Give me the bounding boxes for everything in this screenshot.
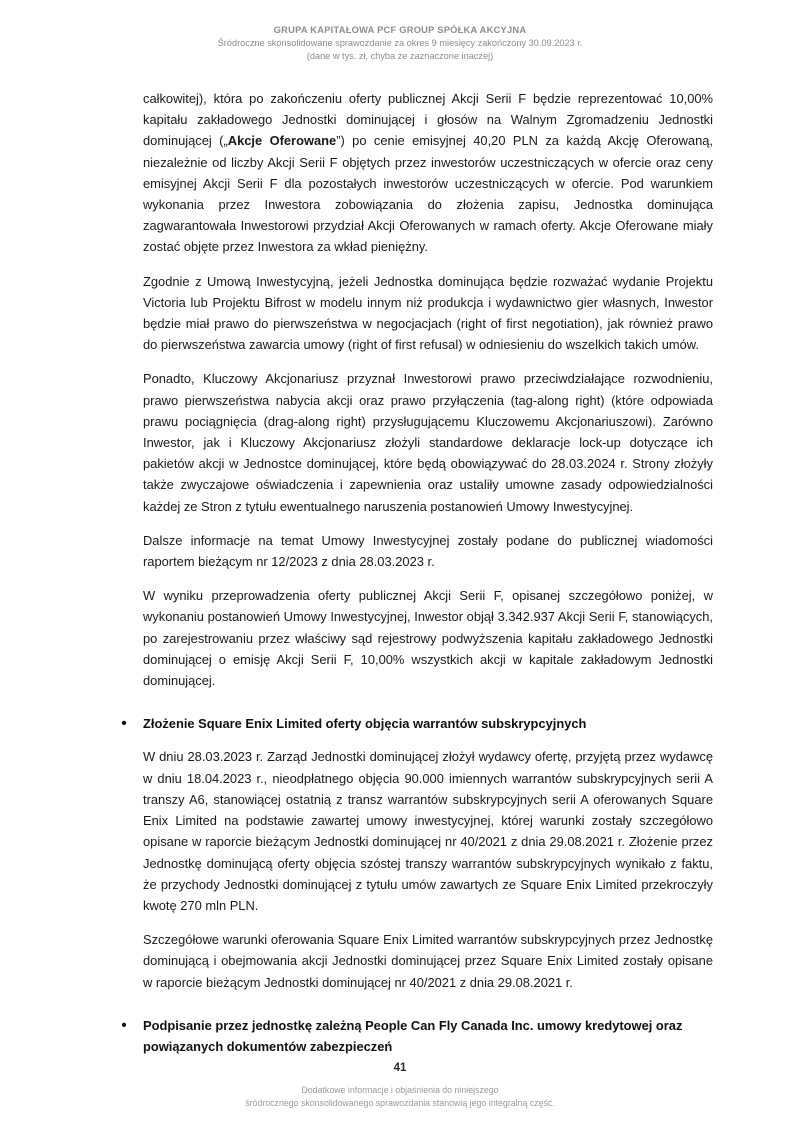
paragraph-1-part-b: ”) po cenie emisyjnej 40,20 PLN za każdą Akcję Oferowaną, niezależnie od liczby Akcji Serii F objętych przez inwestorów uczestniczących w ofercie oraz ceny emisyjnej Akcji Serii F dla pozostałych inwestorów uczestniczących w ofercie. Pod warunkiem wykonania przez Inwestora zobowiązania do złożenia zapisu, Jednostka dominująca zagwarantowała Inwestorowi przydział Akcji Oferowanych w ramach oferty. Akcje Oferowane miały zostać objęte przez Inwestora za wkład pieniężny. [143, 133, 713, 255]
bullet-heading-pcf-canada [121, 1015, 713, 1057]
paragraph-anti-dilution-tag-along: Ponadto, Kluczowy Akcjonariusz przyznał Inwestorowi prawo przeciwdziałające rozwodnieniu, prawo pierwszeństwa nabycia akcji oraz prawo przyłączenia (tag-along right) (które odpowiada prawu pociągnięcia (drag-along right) przysługującemu Kluczowemu Akcjonariuszowi). Zarówno Inwestor, jak i Kluczowy Akcjonariusz złożyli standardowe deklaracje lock-up dotyczące ich pakietów akcji w Jednostce dominującej, które będą obowiązywać do 28.03.2024 r. Strony złożyły także zwyczajowe oświadczenia i zapewnienia oraz ustaliły umowne zasady odpowiedzialności każdej ze Stron z tytułu ewentualnego naruszenia postanowień Umowy Inwestycyjnej. [143, 371, 713, 514]
document-footer [0, 1084, 800, 1109]
footer-note-line-2: śródrocznego skonsolidowanego sprawozdania stanowią jego integralną część. [245, 1097, 555, 1108]
header-company-name: GRUPA KAPITAŁOWA PCF GROUP SPÓŁKA AKCYJNA [273, 25, 527, 35]
bullet-heading-square-enix [121, 713, 713, 734]
paragraph-square-enix-warrant-offer: W dniu 28.03.2023 r. Zarząd Jednostki dominującej złożył wydawcy ofertę, przyjętą przez wydawcę w dniu 18.04.2023 r., nieodpłatnego objęcia 90.000 imiennych warrantów subskrypcyjnych serii A transzy A6, stanowiącej ostatnią z transz warrantów subskrypcyjnych serii A oferowanych Square Enix Limited na podstawie zawartej umowy inwestycyjnej, której warunki zostały szczegółowo opisane w raporcie bieżącym Jednostki dominującej nr 40/2021 z dnia 29.08.2021 r. Złożenie przez Jednostkę dominującą oferty objęcia szóstej transzy warrantów subskrypcyjnych wynikało z faktu, że przychody Jednostki dominującej z tytułu umów zawartych ze Square Enix Limited przekroczyły kwotę 270 mln PLN. [143, 749, 713, 913]
paragraph-square-enix-terms-report: Szczegółowe warunki oferowania Square Enix Limited warrantów subskrypcyjnych przez Jednostkę dominującą i obejmowania akcji Jednostki dominującej przez Square Enix Limited zostały opisane w raporcie bieżącym Jednostki dominującej nr 40/2021 z dnia 29.08.2021 r. [143, 932, 713, 990]
bullet-marker-icon: • [121, 1016, 127, 1034]
paragraph-current-report-12-2023: Dalsze informacje na temat Umowy Inwestycyjnej zostały podane do publicznej wiadomości raportem bieżącym nr 12/2023 z dnia 28.03.2023 r. [143, 532, 713, 570]
bullet-section-square-enix-warrants [121, 713, 713, 734]
footer-note-line-1: Dodatkowe informacje i objaśnienia do niniejszego [301, 1085, 499, 1095]
paragraph-investment-agreement-rights: Zgodnie z Umową Inwestycyjną, jeżeli Jednostka dominująca będzie rozważać wydanie Projektu Victoria lub Projektu Bifrost w modelu innym niż produkcja i wydawnictwo gier własnych, Inwestor będzie miał prawo do pierwszeństwa w negocjacjach (right of first negotiation), jak również prawo do pierwszeństwa zawarcia umowy (right of first refusal) w odniesieniu do wszelkich takich umów. [143, 273, 713, 353]
header-statement-title: Śródroczne skonsolidowane sprawozdanie za okres 9 miesięcy zakończony 30.09.2023 r. [217, 38, 583, 48]
bullet-section-pcf-canada-credit-agreement [121, 1015, 713, 1057]
document-header [0, 24, 800, 63]
bullet-marker-icon: • [121, 715, 127, 733]
bullet-heading-text: Złożenie Square Enix Limited oferty objęcia warrantów subskrypcyjnych [143, 716, 587, 732]
paragraph-1-part-a: całkowitej), która po zakończeniu oferty publicznej Akcji Serii F będzie reprezentować 10,00% kapitału zakładowego Jednostki dominującej i głosów na Walnym Zgromadzeniu Jednostki dominującej („ [143, 91, 713, 149]
document-body [121, 88, 713, 1069]
term-akcje-oferowane: Akcje Oferowane [227, 133, 337, 149]
paragraph-continuation-shares [143, 88, 713, 258]
paragraph-series-f-subscription-result: W wyniku przeprowadzenia oferty publicznej Akcji Serii F, opisanej szczegółowo poniżej, w wykonaniu postanowień Umowy Inwestycyjnej, Inwestor objął 3.342.937 Akcji Serii F, stanowiących, po zarejestrowaniu przez właściwy sąd rejestrowy podwyższenia kapitału zakładowego Jednostki dominującej o emisję Akcji Serii F, 10,00% wszystkich akcji w kapitale zakładowym Jednostki dominującej. [143, 588, 713, 689]
header-units-note: (dane w tys. zł, chyba że zaznaczone inaczej) [306, 51, 494, 61]
bullet-heading-text: Podpisanie przez jednostkę zależną People Can Fly Canada Inc. umowy kredytowej oraz powiązanych dokumentów zabezpieczeń [143, 1017, 683, 1054]
page-number: 41 [393, 1062, 407, 1074]
